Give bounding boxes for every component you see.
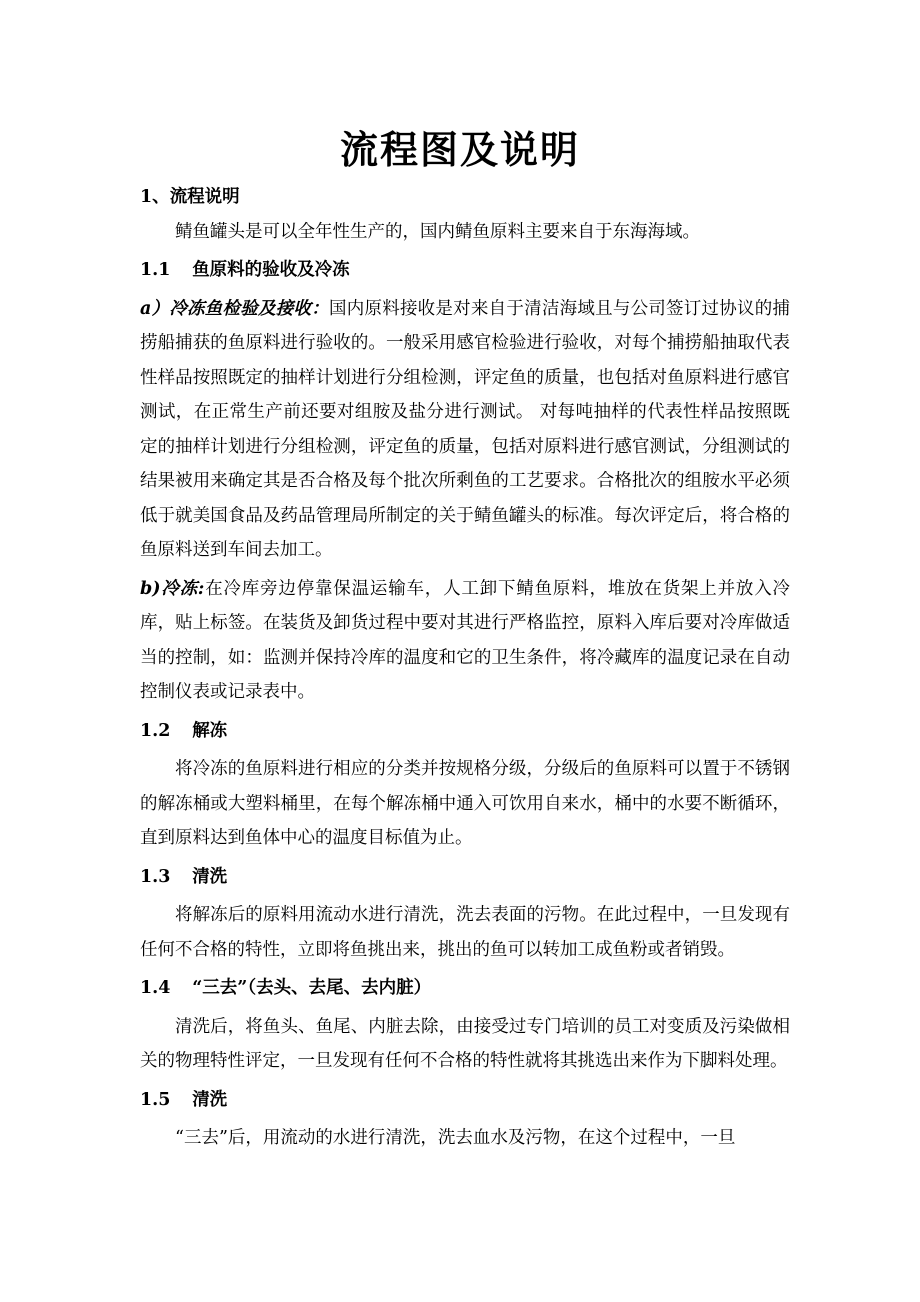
section-title: 清洗 [192,1089,228,1110]
paragraph-lead: b)冷冻: [140,578,205,599]
section-title: 流程说明 [169,187,240,207]
section-heading-1-1 [140,253,790,288]
section-heading-1-5 [140,1083,790,1118]
paragraph-gutting: 清洗后，将鱼头、鱼尾、内脏去除，由接受过专门培训的员工对变质及污染做相关的物理特性评定，一旦发现有任何不合格的特性就将其挑选出来作为下脚料处理。 [140,1016,790,1071]
paragraph-thawing: 将冷冻的鱼原料进行相应的分类并按规格分级，分级后的鱼原料可以置于不锈钢的解冻桶或大塑料桶里，在每个解冻桶中通入可饮用自来水，桶中的水要不断循环，直到原料达到鱼体中心的温度目标值为止。 [140,759,790,848]
paragraph-intro: 鲭鱼罐头是可以全年性生产的，国内鲭鱼原料主要来自于东海海域。 [175,221,700,242]
section-title: 鱼原料的验收及冷冻 [192,260,350,280]
section-number: 1.4 [140,978,171,998]
section-number: 1.5 [140,1089,171,1110]
section-heading-1-3 [140,860,790,895]
section-heading-1-4 [140,971,790,1006]
document-title: 流程图及说明 [339,127,580,172]
section-number: 1.2 [140,720,171,741]
paragraph-lead: a）冷冻鱼检验及接收： [140,298,329,319]
section-heading-1 [140,180,790,215]
section-heading-1-2 [140,714,790,749]
section-title: “三去”（去头、去尾、去内脏） [192,978,432,998]
paragraph-washing: 将解冻后的原料用流动水进行清洗，洗去表面的污物。在此过程中，一旦发现有任何不合格的特性，立即将鱼挑出来，挑出的鱼可以转加工成鱼粉或者销毁。 [140,905,790,960]
section-title: 解冻 [192,720,228,741]
paragraph-text: 国内原料接收是对来自于清洁海域且与公司签订过协议的捕捞船捕获的鱼原料进行验收的。一般采用感官检验进行验收，对每个捕捞船抽取代表性样品按照既定的抽样计划进行分组检测，评定鱼的质量，也包括对鱼原料进行感官测试，在正常生产前还要对组胺及盐分进行测试。 对每吨抽样的代表性样品按照既定的抽样计划进行分组检测，评定鱼的质量，包括对原料进行感官测试，分组测试的结果被用来确定其是否合格及每个批次所剩鱼的工艺要求。合格批次的组胺水平必须低于就美国食品及药品管理局所制定的关于鲭鱼罐头的标准。每次评定后，将合格的鱼原料送到车间去加工。 [140,298,790,560]
paragraph-second-washing: “三去”后，用流动的水进行清洗，洗去血水及污物，在这个过程中，一旦 [175,1128,736,1148]
paragraph-text: 在冷库旁边停靠保温运输车，人工卸下鲭鱼原料，堆放在货架上并放入冷库，贴上标签。在装货及卸货过程中要对其进行严格监控，原料入库后要对冷库做适当的控制，如：监测并保持冷库的温度和它的卫生条件，将冷藏库的温度记录在自动控制仪表或记录表中。 [140,578,791,702]
paragraph-freezing [140,572,790,710]
section-number: 1、 [140,187,170,207]
paragraph-inspection [140,292,790,568]
section-number: 1.1 [140,260,171,280]
section-number: 1.3 [140,866,171,887]
section-title: 清洗 [192,866,228,887]
document-body [140,180,790,1156]
